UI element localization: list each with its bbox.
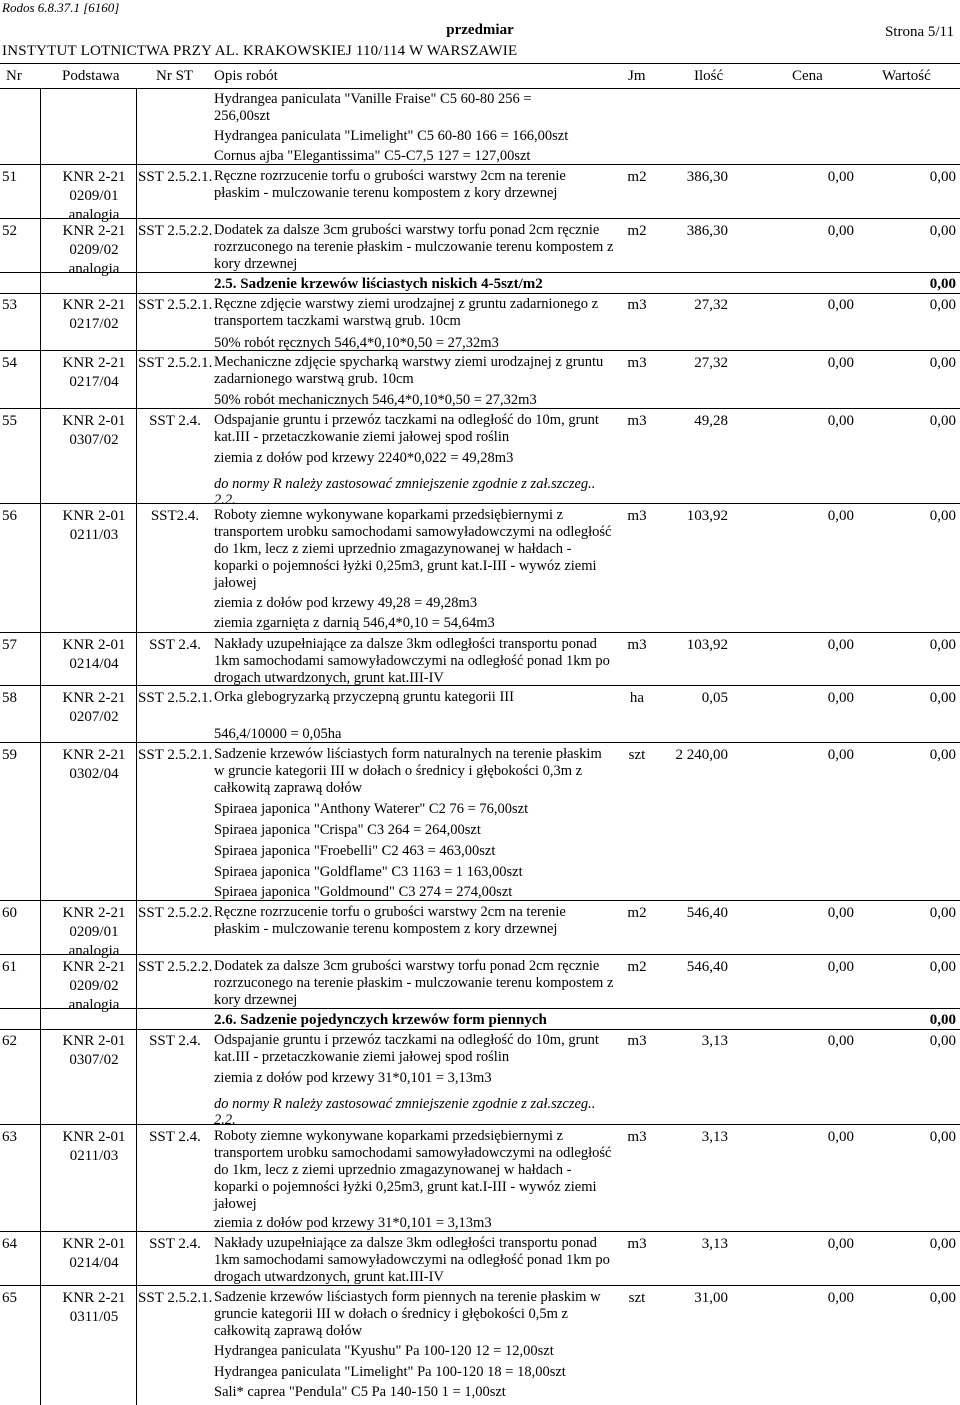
- item-number: 62: [2, 1033, 17, 1049]
- section-separator: [0, 272, 960, 273]
- item-spec-code: SST 2.5.2.1.: [138, 169, 213, 185]
- item-number: 52: [2, 223, 17, 239]
- row-separator: [0, 1285, 960, 1286]
- item-quantity: 2 240,00: [675, 747, 728, 763]
- item-basis: KNR 2-21 0209/02 analogia: [62, 223, 126, 277]
- item-price: 0,00: [827, 959, 854, 975]
- item-number: 64: [2, 1236, 17, 1252]
- item-quantity: 0,05: [701, 690, 728, 706]
- item-unit: ha: [629, 690, 645, 706]
- row-separator: [0, 408, 960, 409]
- row-separator: [0, 632, 960, 633]
- col-nr-st: Nr ST: [156, 68, 194, 84]
- item-value: 0,00: [929, 413, 956, 429]
- item-quantity: 49,28: [694, 413, 728, 429]
- item-quantity: 27,32: [694, 355, 728, 371]
- item-quantity: 103,92: [686, 637, 728, 653]
- item-value: 0,00: [929, 1236, 956, 1252]
- item-description: Odspajanie gruntu i przewóz taczkami na odległość do 10m, grunt kat.III - przetaczkowanie ziemi jałowej spod roślin: [214, 412, 599, 445]
- calculation-line: ziemia zgarnięta z darnią 546,4*0,10 = 54,64m3: [214, 615, 495, 631]
- item-description: Ręczne zdjęcie warstwy ziemi urodzajnej z gruntu zadarnionego z transportem taczkami warstwą grub. 10cm: [214, 296, 599, 329]
- calculation-line: Hydrangea paniculata "Kyushu" Pa 100-120 12 = 12,00szt: [214, 1343, 554, 1359]
- row-separator: [0, 218, 960, 219]
- item-price: 0,00: [827, 1129, 854, 1145]
- calculation-line: Spiraea japonica "Goldmound" C3 274 = 274,00szt: [214, 884, 513, 900]
- item-spec-code: SST 2.5.2.1.: [138, 690, 213, 706]
- item-description: Dodatek za dalsze 3cm grubości warstwy torfu ponad 2cm ręcznie rozrzuconego na terenie płaskim - mulczowanie terenu kompostem z kory drzewnej: [214, 958, 614, 1008]
- row-separator: [0, 1231, 960, 1232]
- row-separator: [0, 685, 960, 686]
- item-basis: KNR 2-01 0211/03: [62, 1129, 126, 1164]
- item-spec-code: SST 2.4.: [149, 413, 201, 429]
- item-spec-code: SST 2.4.: [149, 1236, 201, 1252]
- item-number: 55: [2, 413, 17, 429]
- item-unit: m3: [627, 413, 647, 429]
- item-quantity: 3,13: [701, 1033, 728, 1049]
- col-ilosc: Ilość: [694, 68, 724, 84]
- item-basis: KNR 2-21 0311/05: [62, 1290, 126, 1325]
- item-spec-code: SST 2.5.2.2.: [138, 905, 213, 921]
- item-description: Orka glebogryzarką przyczepną gruntu kategorii III: [214, 689, 514, 705]
- calculation-line: Spiraea japonica "Froebelli" C2 463 = 463,00szt: [214, 843, 496, 859]
- item-value: 0,00: [929, 959, 956, 975]
- item-number: 65: [2, 1290, 17, 1306]
- item-basis: KNR 2-01 0214/04: [62, 637, 126, 672]
- item-number: 54: [2, 355, 17, 371]
- item-description: Roboty ziemne wykonywane koparkami przedsiębiernymi z transportem urobku samochodami samowyładowczymi na odległość do 1km, lecz z ziemi uprzednio zmagazynowanej w hałdach - koparki o pojemności łyżki 0,25m3, grunt kat.I-III - wywóz ziemi jałowej: [214, 507, 612, 591]
- item-spec-code: SST 2.5.2.1.: [138, 747, 213, 763]
- item-description: Mechaniczne zdjęcie spycharką warstwy ziemi urodzajnej z gruntu zadarnionego warstwą grub. 10cm: [214, 354, 604, 387]
- item-number: 58: [2, 690, 17, 706]
- item-price: 0,00: [827, 169, 854, 185]
- item-basis: KNR 2-01 0214/04: [62, 1236, 126, 1271]
- calculation-line: ziemia z dołów pod krzewy 31*0,101 = 3,13m3: [214, 1070, 492, 1086]
- item-unit: m3: [627, 1236, 647, 1252]
- item-unit: m2: [627, 223, 647, 239]
- item-number: 57: [2, 637, 17, 653]
- continuation-line: Cornus ajba "Elegantissima" C5-C7,5 127 = 127,00szt: [214, 148, 531, 164]
- item-price: 0,00: [827, 1290, 854, 1306]
- item-unit: szt: [628, 747, 646, 763]
- item-description: Nakłady uzupełniające za dalsze 3km odległości transportu ponad 1km samochodami samowyładowczymi na odległość ponad 1km po drogach utwardzonych, grunt kat.III-IV: [214, 636, 610, 686]
- item-number: 53: [2, 297, 17, 313]
- calculation-line: 50% robót mechanicznych 546,4*0,10*0,50 = 27,32m3: [214, 392, 537, 408]
- item-description: Odspajanie gruntu i przewóz taczkami na odległość do 10m, grunt kat.III - przetaczkowanie ziemi jałowej spod roślin: [214, 1032, 599, 1065]
- item-spec-code: SST2.4.: [150, 508, 200, 524]
- item-unit: m2: [627, 959, 647, 975]
- item-price: 0,00: [827, 297, 854, 313]
- item-quantity: 27,32: [694, 297, 728, 313]
- row-separator: [0, 1124, 960, 1125]
- item-price: 0,00: [827, 413, 854, 429]
- item-value: 0,00: [929, 1290, 956, 1306]
- section-value: 0,00: [929, 1012, 956, 1028]
- item-description: Ręczne rozrzucenie torfu o grubości warstwy 2cm na terenie płaskim - mulczowanie terenu kompostem z kory drzewnej: [214, 904, 566, 937]
- item-price: 0,00: [827, 905, 854, 921]
- document-title: przedmiar: [446, 22, 514, 38]
- item-quantity: 546,40: [686, 959, 728, 975]
- calculation-line: 50% robót ręcznych 546,4*0,10*0,50 = 27,32m3: [214, 335, 499, 351]
- calculation-line: Spiraea japonica "Goldflame" C3 1163 = 1 163,00szt: [214, 864, 523, 880]
- item-quantity: 546,40: [686, 905, 728, 921]
- col-podstawa: Podstawa: [62, 68, 120, 84]
- row-separator: [0, 293, 960, 294]
- item-spec-code: SST 2.5.2.2.: [138, 223, 213, 239]
- item-basis: KNR 2-01 0307/02: [62, 1033, 126, 1068]
- item-basis: KNR 2-21 0209/02 analogia: [62, 959, 126, 1013]
- institution-name: INSTYTUT LOTNICTWA PRZY AL. KRAKOWSKIEJ 110/114 W WARSZAWIE: [2, 43, 518, 59]
- row-separator: [0, 742, 960, 743]
- item-description: Sadzenie krzewów liściastych form naturalnych na terenie płaskim w gruncie kategorii III w dołach o średnicy i głębokości 0,3m z całkowitą zaprawą dołów: [214, 746, 602, 796]
- calculation-line: 546,4/10000 = 0,05ha: [214, 726, 342, 742]
- continuation-line: Hydrangea paniculata "Vanille Fraise" C5 60-80 256 =: [214, 91, 532, 107]
- item-spec-code: SST 2.5.2.2.: [138, 959, 213, 975]
- continuation-line: 256,00szt: [214, 108, 270, 124]
- row-separator: [0, 164, 960, 165]
- col-nr: Nr: [6, 68, 22, 84]
- item-price: 0,00: [827, 637, 854, 653]
- app-version: Rodos 6.8.37.1 [6160]: [2, 0, 120, 15]
- item-number: 63: [2, 1129, 17, 1145]
- row-separator: [0, 350, 960, 351]
- item-price: 0,00: [827, 1033, 854, 1049]
- section-value: 0,00: [929, 276, 956, 292]
- item-value: 0,00: [929, 223, 956, 239]
- item-basis: KNR 2-21 0207/02: [62, 690, 126, 725]
- item-unit: m3: [627, 1033, 647, 1049]
- item-quantity: 3,13: [701, 1236, 728, 1252]
- item-unit: m3: [627, 508, 647, 524]
- row-separator: [0, 954, 960, 955]
- calculation-line: ziemia z dołów pod krzewy 2240*0,022 = 49,28m3: [214, 450, 514, 466]
- item-unit: m3: [627, 355, 647, 371]
- item-unit: szt: [628, 1290, 646, 1306]
- item-value: 0,00: [929, 905, 956, 921]
- table-header: [0, 63, 960, 89]
- item-number: 56: [2, 508, 17, 524]
- item-basis: KNR 2-21 0302/04: [62, 747, 126, 782]
- calculation-line: 2.2.: [214, 1112, 236, 1128]
- item-value: 0,00: [929, 637, 956, 653]
- item-value: 0,00: [929, 690, 956, 706]
- item-number: 59: [2, 747, 17, 763]
- item-unit: m3: [627, 297, 647, 313]
- item-unit: m2: [627, 905, 647, 921]
- item-basis: KNR 2-21 0217/02: [62, 297, 126, 332]
- row-separator: [0, 503, 960, 504]
- calculation-line: ziemia z dołów pod krzewy 31*0,101 = 3,13m3: [214, 1215, 492, 1231]
- col-jm: Jm: [628, 68, 646, 84]
- calculation-line: Spiraea japonica "Crispa" C3 264 = 264,00szt: [214, 822, 481, 838]
- item-quantity: 31,00: [694, 1290, 728, 1306]
- calculation-line: ziemia z dołów pod krzewy 49,28 = 49,28m3: [214, 595, 478, 611]
- calculation-line: 2.2.: [214, 492, 236, 508]
- item-number: 60: [2, 905, 17, 921]
- item-spec-code: SST 2.5.2.1.: [138, 297, 213, 313]
- item-value: 0,00: [929, 1129, 956, 1145]
- item-unit: m2: [627, 169, 647, 185]
- item-spec-code: SST 2.4.: [149, 1129, 201, 1145]
- item-spec-code: SST 2.4.: [149, 637, 201, 653]
- section-heading: 2.6. Sadzenie pojedynczych krzewów form piennych: [214, 1012, 547, 1028]
- item-value: 0,00: [929, 508, 956, 524]
- item-value: 0,00: [929, 747, 956, 763]
- item-spec-code: SST 2.5.2.1.: [138, 355, 213, 371]
- calculation-line: do normy R należy zastosować zmniejszenie zgodnie z zał.szczeg..: [214, 1096, 596, 1112]
- col-wartosc: Wartość: [882, 68, 931, 84]
- item-price: 0,00: [827, 508, 854, 524]
- column-divider: [136, 88, 137, 1405]
- row-separator: [0, 900, 960, 901]
- item-price: 0,00: [827, 747, 854, 763]
- continuation-line: Hydrangea paniculata "Limelight" C5 60-80 166 = 166,00szt: [214, 128, 569, 144]
- item-price: 0,00: [827, 355, 854, 371]
- calculation-line: do normy R należy zastosować zmniejszenie zgodnie z zał.szczeg..: [214, 476, 596, 492]
- section-separator: [0, 1008, 960, 1009]
- item-unit: m3: [627, 1129, 647, 1145]
- item-value: 0,00: [929, 355, 956, 371]
- col-opis: Opis robót: [214, 68, 278, 84]
- item-description: Roboty ziemne wykonywane koparkami przedsiębiernymi z transportem urobku samochodami samowyładowczymi na odległość do 1km, lecz z ziemi uprzednio zmagazynowanej w hałdach - koparki o pojemności łyżki 0,25m3, grunt kat.I-III - wywóz ziemi jałowej: [214, 1128, 612, 1212]
- item-description: Ręczne rozrzucenie torfu o grubości warstwy 2cm na terenie płaskim - mulczowanie terenu kompostem z kory drzewnej: [214, 168, 566, 201]
- item-description: Sadzenie krzewów liściastych form piennych na terenie płaskim w gruncie kategorii III w dołach o średnicy i głębokości 0,5m z całkowitą zaprawą dołów: [214, 1289, 601, 1339]
- item-quantity: 386,30: [686, 169, 728, 185]
- item-quantity: 103,92: [686, 508, 728, 524]
- item-value: 0,00: [929, 169, 956, 185]
- item-basis: KNR 2-21 0217/04: [62, 355, 126, 390]
- item-basis: KNR 2-21 0209/01 analogia: [62, 905, 126, 959]
- item-price: 0,00: [827, 1236, 854, 1252]
- section-heading: 2.5. Sadzenie krzewów liściastych niskich 4-5szt/m2: [214, 276, 543, 292]
- item-number: 61: [2, 959, 17, 975]
- item-price: 0,00: [827, 223, 854, 239]
- item-value: 0,00: [929, 297, 956, 313]
- calculation-line: Sali* caprea "Pendula" C5 Pa 140-150 1 = 1,00szt: [214, 1384, 506, 1400]
- item-basis: KNR 2-21 0209/01 analogia: [62, 169, 126, 223]
- item-basis: KNR 2-01 0307/02: [62, 413, 126, 448]
- item-basis: KNR 2-01 0211/03: [62, 508, 126, 543]
- page-number: Strona 5/11: [884, 24, 954, 40]
- item-quantity: 3,13: [701, 1129, 728, 1145]
- item-number: 51: [2, 169, 17, 185]
- item-spec-code: SST 2.4.: [149, 1033, 201, 1049]
- item-quantity: 386,30: [686, 223, 728, 239]
- item-unit: m3: [627, 637, 647, 653]
- row-separator: [0, 1029, 960, 1030]
- calculation-line: Spiraea japonica "Anthony Waterer" C2 76 = 76,00szt: [214, 801, 529, 817]
- calculation-line: Hydrangea paniculata "Limelight" Pa 100-120 18 = 18,00szt: [214, 1364, 566, 1380]
- item-value: 0,00: [929, 1033, 956, 1049]
- item-price: 0,00: [827, 690, 854, 706]
- item-description: Dodatek za dalsze 3cm grubości warstwy torfu ponad 2cm ręcznie rozrzuconego na terenie płaskim - mulczowanie terenu kompostem z kory drzewnej: [214, 222, 614, 272]
- col-cena: Cena: [792, 68, 823, 84]
- item-spec-code: SST 2.5.2.1.: [138, 1290, 213, 1306]
- item-description: Nakłady uzupełniające za dalsze 3km odległości transportu ponad 1km samochodami samowyładowczymi na odległość ponad 1km po drogach utwardzonych, grunt kat.III-IV: [214, 1235, 610, 1285]
